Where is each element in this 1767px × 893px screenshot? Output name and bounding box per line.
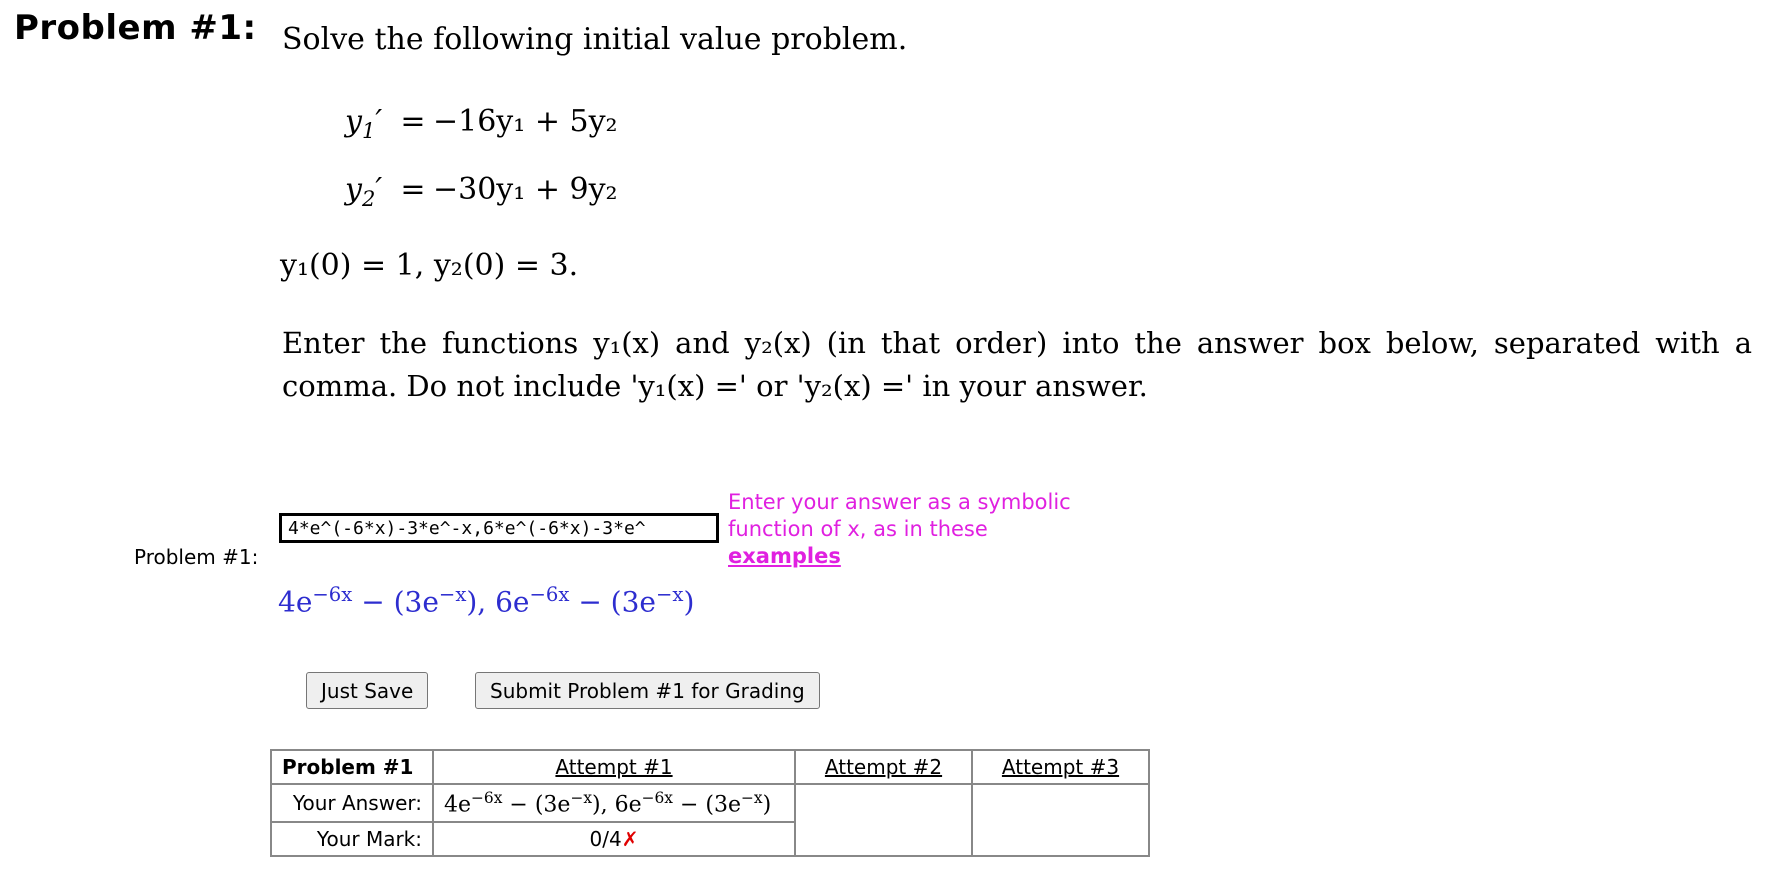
equation-op-2: = (400, 172, 426, 207)
incorrect-x-icon: ✗ (621, 827, 639, 852)
answer-input[interactable] (279, 513, 719, 543)
your-answer-row (271, 784, 1149, 822)
attempt-2-cell (795, 784, 972, 856)
attempts-title: Problem #1 (271, 750, 433, 784)
equation-op-1: = (400, 104, 426, 139)
your-mark-label: Your Mark: (271, 822, 433, 856)
just-save-button[interactable]: Just Save (306, 672, 428, 709)
attempt-3-header[interactable]: Attempt #3 (972, 750, 1149, 784)
instruction-text: Enter the functions y₁(x) and y₂(x) (in that order) into the answer box below, separated with a comma. Do not include 'y₁(x) =' or 'y₂(x) =' in your answer. (282, 326, 1752, 403)
attempt-2-header[interactable]: Attempt #2 (795, 750, 972, 784)
attempt-1-mark: 0/4✗ (433, 822, 795, 856)
your-answer-label: Your Answer: (271, 784, 433, 822)
equation-lhs-1: $y_1'$ (345, 104, 383, 143)
equation-lhs-2: $y_2'$ (345, 172, 383, 211)
equation-row-1 (345, 104, 618, 143)
equation-rhs-1: −16y₁ + 5y₂ (433, 104, 618, 139)
hint-text: Enter your answer as a symbolic function of x, as in these (728, 490, 1071, 541)
problem-side-label: Problem #1: (134, 545, 259, 569)
answer-hint (728, 489, 1088, 570)
problem-heading: Problem #1: (14, 8, 257, 48)
equation-row-2 (345, 172, 618, 211)
examples-link[interactable]: examples (728, 544, 841, 568)
attempt-3-cell (972, 784, 1149, 856)
attempts-table (270, 749, 1150, 857)
attempt-1-header[interactable]: Attempt #1 (433, 750, 795, 784)
attempts-header-row (271, 750, 1149, 784)
submit-problem-button[interactable]: Submit Problem #1 for Grading (475, 672, 820, 709)
answer-preview: $4e^{-6x} - (3e^{-x})$, $6e^{-6x} - (3e^{-x})$ (278, 583, 695, 619)
initial-conditions: y₁(0) = 1, y₂(0) = 3. (280, 248, 579, 283)
problem-statement: Solve the following initial value problem. (282, 22, 908, 57)
equation-rhs-2: −30y₁ + 9y₂ (433, 172, 618, 207)
attempt-1-answer: $4e^{-6x} - (3e^{-x})$, $6e^{-6x} - (3e^{-x})$ (433, 784, 795, 822)
